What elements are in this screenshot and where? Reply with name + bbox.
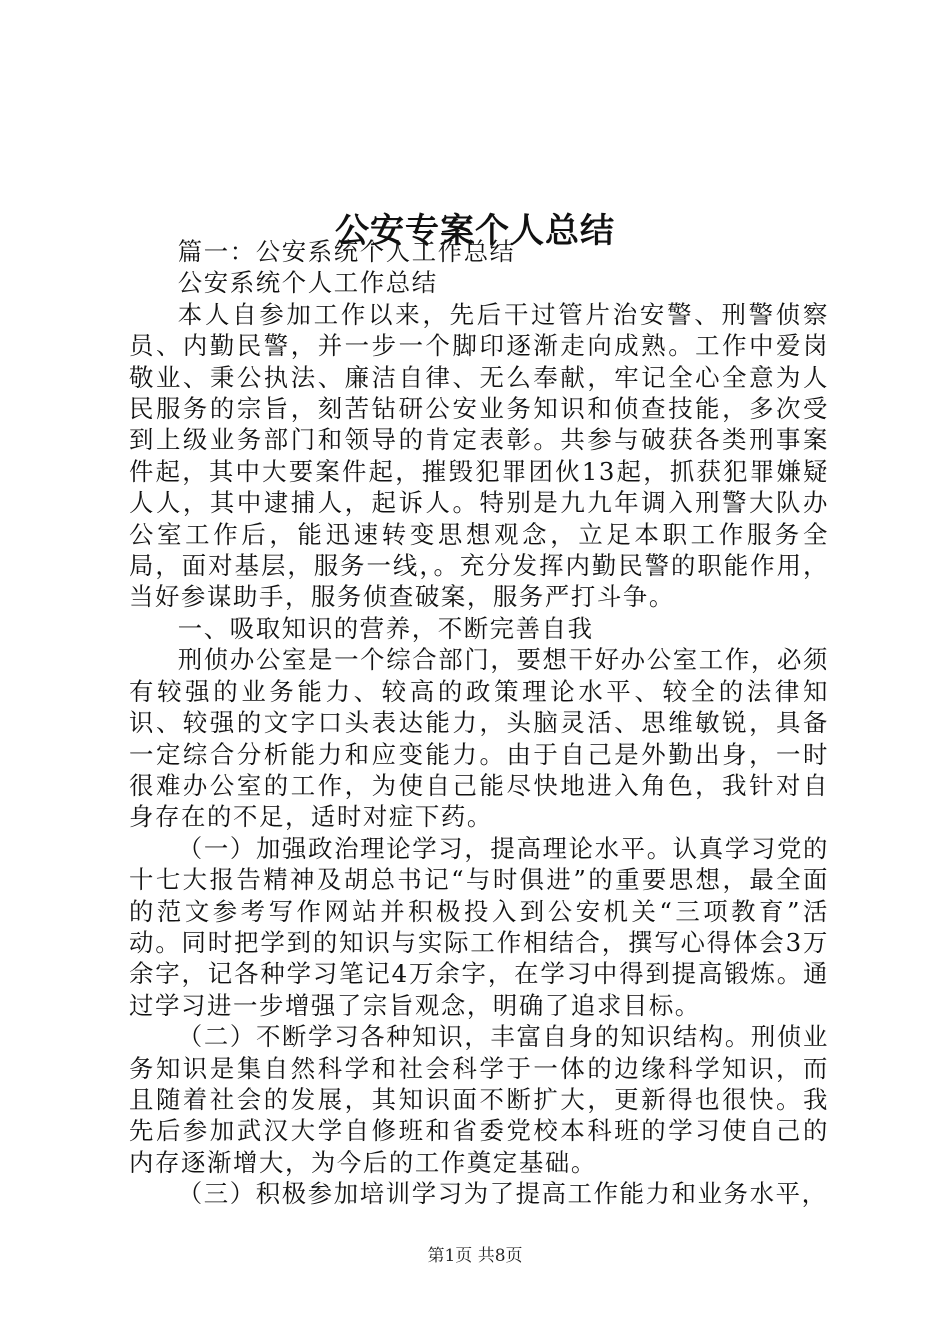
paragraph: 本人自参加工作以来，先后干过管片治安警、刑警侦察员、内勤民警，并一步一个脚印逐渐走向成熟。工作中爱岗敬业、秉公执法、廉洁自律、无么奉献，牢记全心全意为人民服务的宗旨，刻苦钻研公安业务知识和侦查技能，多次受到上级业务部门和领导的肯定表彰。共参与破获各类刑事案件起，其中大要案件起，摧毁犯罪团伙13起，抓获犯罪嫌疑人人，其中逮捕人，起诉人。特别是九九年调入刑警大队办公室工作后，能迅速转变思想观念，立足本职工作服务全局，面对基层，服务一线，。充分发挥内勤民警的职能作用，当好参谋助手，服务侦查破案，服务严打斗争。 [129, 299, 829, 612]
subheading: 公安系统个人工作总结 [177, 268, 438, 298]
section-heading: 一、吸取知识的营养，不断完善自我 [177, 613, 594, 643]
document-title: 公安专案个人总结 [335, 210, 615, 251]
paragraph: （一）加强政治理论学习，提高理论水平。认真学习党的十七大报告精神及胡总书记“与时俱进”的重要思想，最全面的范文参考写作网站并积极投入到公安机关“三项教育”活动。同时把学到的知识与实际工作相结合，撰写心得体会3万余字，记各种学习笔记4万余字，在学习中得到提高锻炼。通过学习进一步增强了宗旨观念，明确了追求目标。 [129, 833, 829, 1020]
paragraph: （三）积极参加培训学习为了提高工作能力和业务水平， [177, 1179, 828, 1209]
paragraph: （二）不断学习各种知识，丰富自身的知识结构。刑侦业务知识是集自然科学和社会科学于一体的边缘科学知识，而且随着社会的发展，其知识面不断扩大，更新得也很快。我先后参加武汉大学自修班和省委党校本科班的学习使自己的内存逐渐增大，为今后的工作奠定基础。 [129, 1022, 829, 1177]
page-number-footer: 第1页 共8页 [427, 1246, 523, 1266]
paragraph: 刑侦办公室是一个综合部门，要想干好办公室工作，必须有较强的业务能力、较高的政策理论水平、较全的法律知识、较强的文字口头表达能力，头脑灵活、思维敏锐，具备一定综合分析能力和应变能力。由于自己是外勤出身，一时很难办公室的工作，为使自己能尽快地进入角色，我针对自身存在的不足，适时对症下药。 [129, 645, 829, 832]
section-heading: 篇一：公安系统个人工作总结 [177, 237, 516, 266]
document-body [129, 236, 829, 1210]
